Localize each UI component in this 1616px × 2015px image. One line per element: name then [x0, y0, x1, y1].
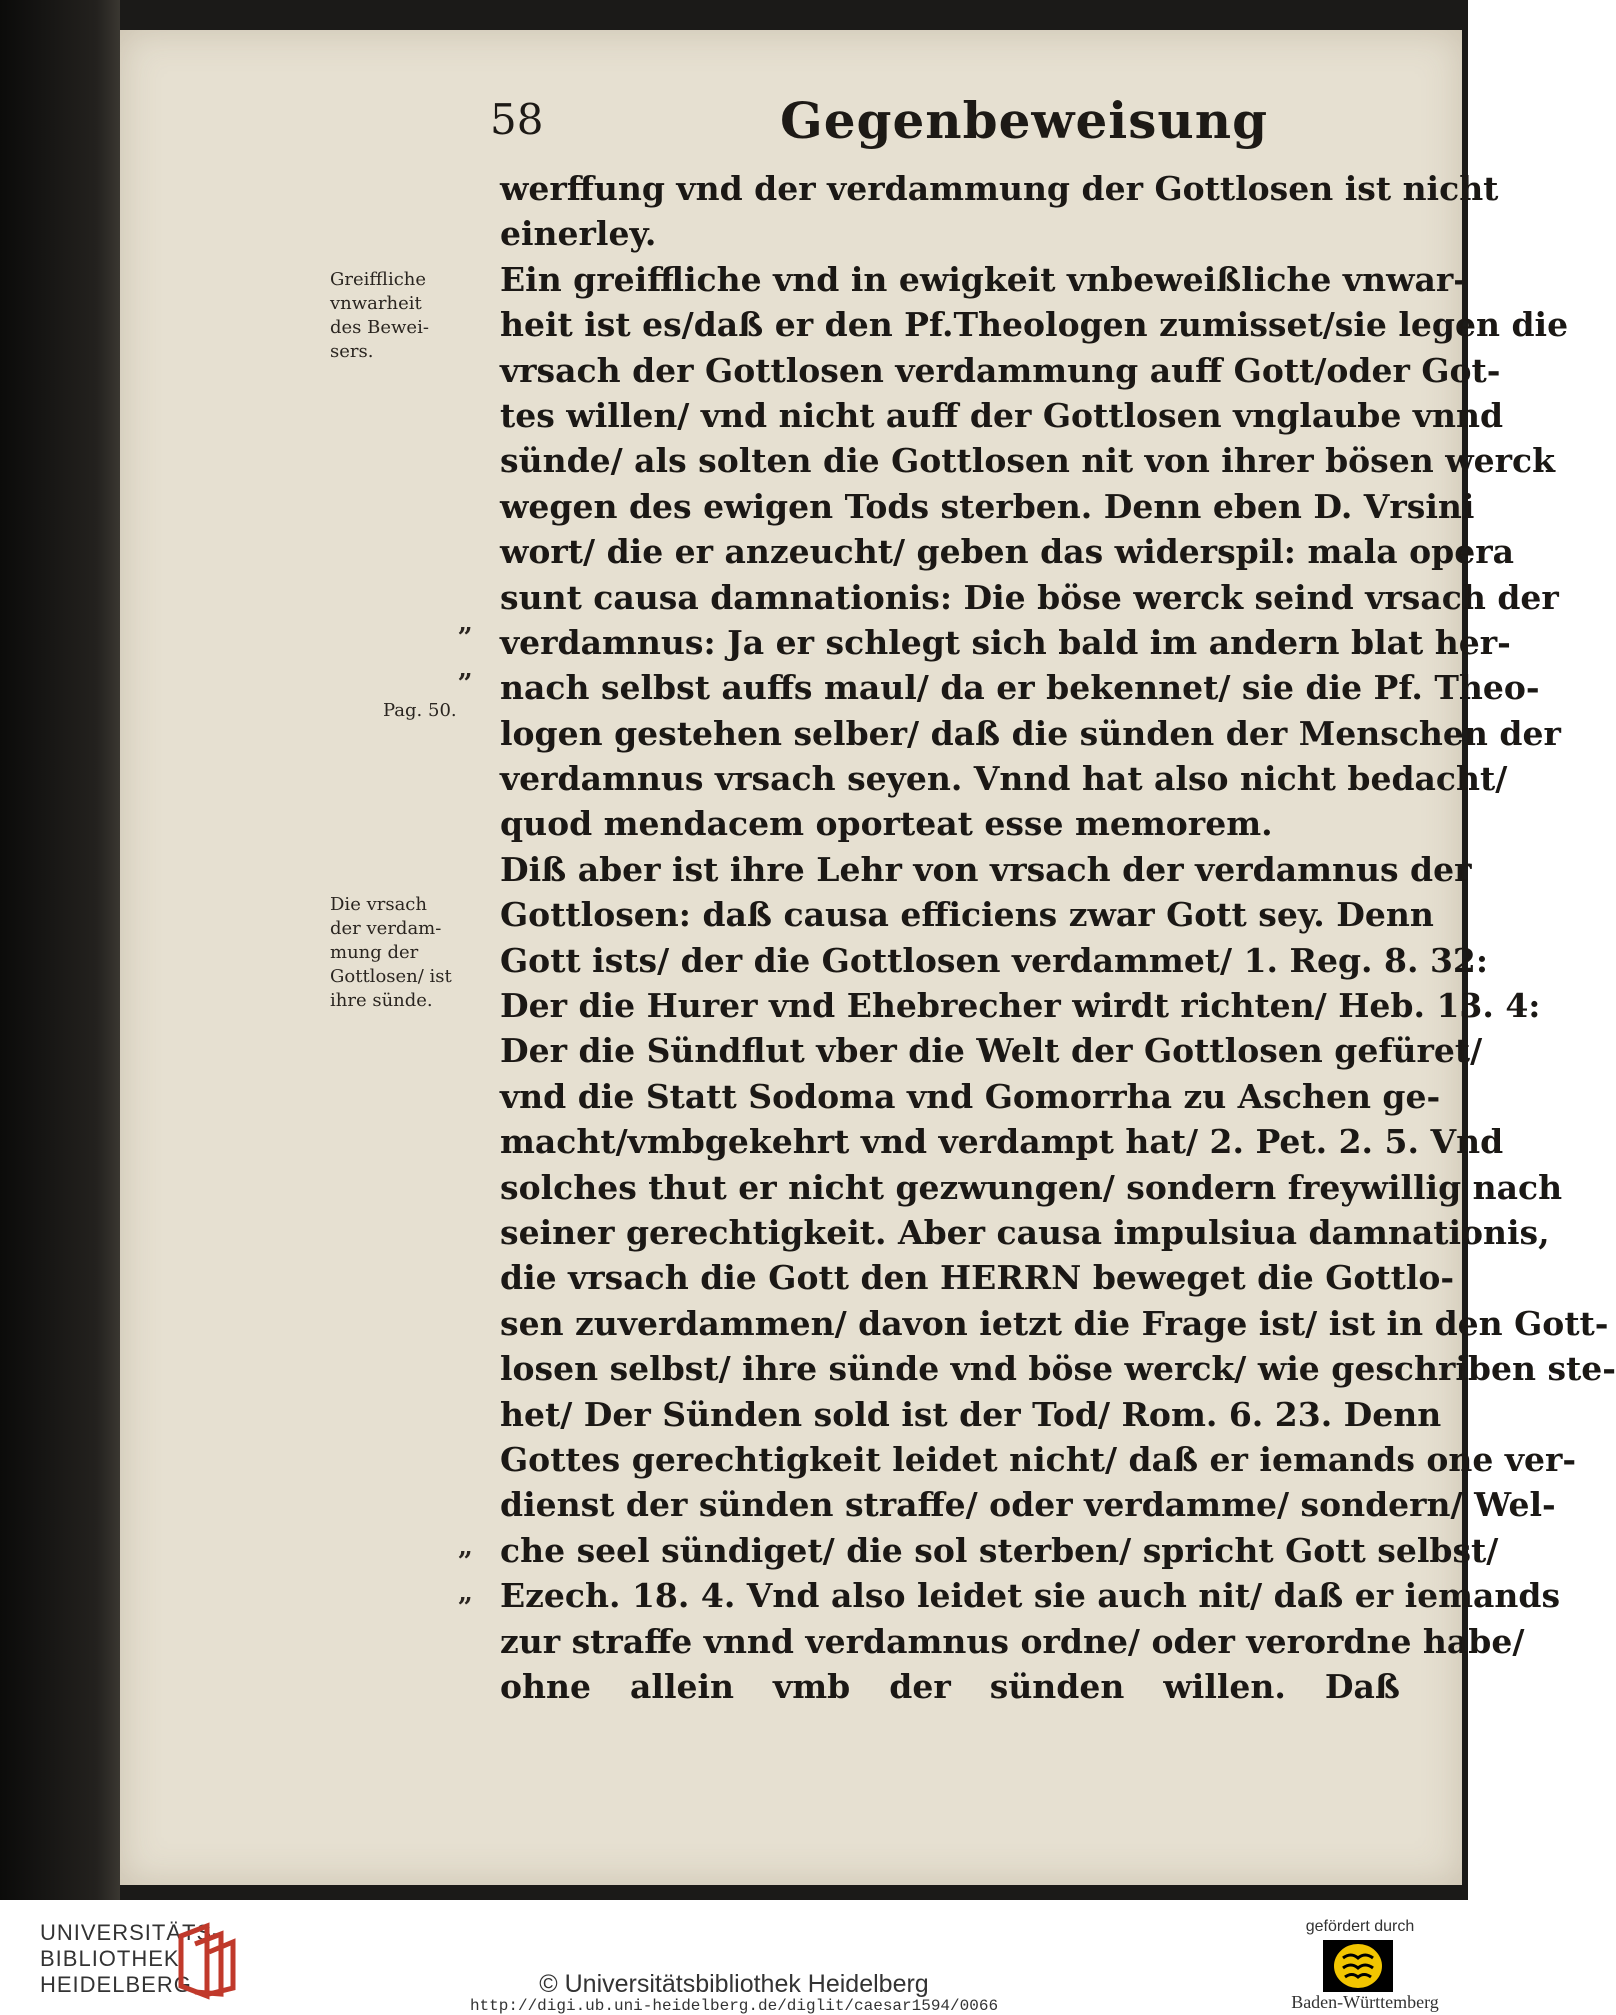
margin-note-greiffliche	[330, 268, 480, 364]
text-line: dienst der sünden straffe/ oder verdamme/ sondern/ Wel-	[500, 1485, 1556, 1525]
text-line: logen gestehen selber/ daß die sünden der Menschen der	[500, 713, 1561, 753]
page-header	[370, 91, 1400, 165]
copyright-notice: © Universitätsbibliothek Heidelberg	[539, 1970, 929, 1998]
text-line: heit ist es/daß er den Pf.Theologen zumisset/sie legen die	[500, 305, 1569, 345]
margin-note-line: der verdam-	[330, 918, 442, 939]
margin-page-reference: Pag. 50.	[383, 700, 457, 721]
text-line: verdamnus: Ja er schlegt sich bald im andern blat her-	[500, 622, 1511, 662]
page-number: 58	[490, 95, 544, 144]
text-line: losen selbst/ ihre sünde vnd böse werck/ wie geschriben ste-	[500, 1349, 1616, 1389]
text-line: solches thut er nicht gezwungen/ sondern freywillig nach	[500, 1167, 1563, 1207]
funding-label: gefördert durch	[1305, 1918, 1415, 1935]
text-line: Ezech. 18. 4. Vnd also leidet sie auch nit/ daß er iemands	[500, 1576, 1561, 1616]
running-title: Gegenbeweisung	[780, 91, 1269, 150]
text-line: Gottes gerechtigkeit leidet nicht/ daß er iemands one ver-	[500, 1439, 1577, 1479]
viewer-footer	[0, 1900, 1468, 2015]
marginal-quote-mark: „	[458, 1532, 473, 1562]
text-line: vrsach der Gottlosen verdammung auff Gott/oder Got-	[500, 350, 1501, 390]
margin-note-line: ihre sünde.	[330, 990, 433, 1011]
text-line: nach selbst auffs maul/ da er bekennet/ sie die Pf. Theo-	[500, 668, 1540, 708]
text-line: verdamnus vrsach seyen. Vnnd hat also nicht bedacht/	[500, 759, 1508, 799]
permalink-url[interactable]: http://digi.ub.uni-heidelberg.de/diglit/caesar1594/0066	[469, 1997, 999, 2015]
library-logo-line: BIBLIOTHEK	[40, 1946, 180, 1971]
text-line: Ein greiffliche vnd in ewigkeit vnbeweißliche vnwar-	[500, 259, 1467, 299]
text-line: Der die Hurer vnd Ehebrecher wirdt richten/ Heb. 13. 4:	[500, 986, 1541, 1026]
text-line: ohne allein vmb der sünden willen. Daß	[500, 1666, 1400, 1706]
text-line: vnd die Statt Sodoma vnd Gomorrha zu Aschen ge-	[500, 1076, 1441, 1116]
text-line: quod mendacem oporteat esse memorem.	[500, 804, 1273, 844]
text-line: wort/ die er anzeucht/ geben das widerspil: mala opera	[500, 532, 1515, 572]
text-line: tes willen/ vnd nicht auff der Gottlosen vnglaube vnnd	[500, 395, 1504, 435]
marginal-quote-mark: „	[458, 654, 473, 684]
text-line: Diß aber ist ihre Lehr von vrsach der verdamnus der	[500, 849, 1472, 889]
text-line: wegen des ewigen Tods sterben. Denn eben D. Vrsini	[500, 486, 1475, 526]
text-line: werffung vnd der verdammung der Gottlosen ist nicht	[500, 169, 1499, 208]
text-line: het/ Der Sünden sold ist der Tod/ Rom. 6. 23. Denn	[500, 1394, 1442, 1434]
margin-note-line: Gottlosen/ ist	[330, 966, 452, 987]
book-edge	[0, 0, 120, 1900]
text-line: sen zuverdammen/ davon ietzt die Frage ist/ ist in den Gott-	[500, 1303, 1609, 1343]
text-line: che seel sündiget/ die sol sterben/ spricht Gott selbst/	[500, 1530, 1499, 1570]
funding-state-name: Baden-Württemberg	[1291, 1992, 1439, 2012]
margin-note-line: des Bewei-	[330, 317, 429, 338]
library-logo-line: HEIDELBERG	[40, 1972, 192, 1997]
marginal-quote-mark: „	[458, 1578, 473, 1608]
margin-note-line: sers.	[330, 341, 374, 362]
margin-note-line: vnwarheit	[330, 293, 422, 314]
text-line: Der die Sündflut vber die Welt der Gottlosen gefüret/	[500, 1031, 1483, 1071]
text-line: macht/vmbgekehrt vnd verdampt hat/ 2. Pet. 2. 5. Vnd	[500, 1122, 1504, 1162]
text-line: Gottlosen: daß causa efficiens zwar Gott sey. Denn	[500, 895, 1434, 935]
state-coat-of-arms-icon[interactable]	[1323, 1940, 1393, 1992]
text-line: zur straffe vnnd verdamnus ordne/ oder verordne habe/	[500, 1621, 1525, 1661]
text-line: einerley.	[500, 214, 657, 254]
marginal-quote-mark: „	[458, 608, 473, 638]
text-line: die vrsach die Gott den HERRN beweget die Gottlo-	[500, 1258, 1455, 1298]
margin-note-line: mung der	[330, 942, 419, 963]
body-text	[500, 166, 1616, 1709]
text-line: sunt causa damnationis: Die böse werck seind vrsach der	[500, 577, 1559, 617]
text-line: sünde/ als solten die Gottlosen nit von ihrer bösen werck	[500, 441, 1555, 481]
margin-note-line: Die vrsach	[330, 894, 427, 915]
text-line: seiner gerechtigkeit. Aber causa impulsiua damnationis,	[500, 1212, 1550, 1252]
text-line: Gott ists/ der die Gottlosen verdammet/ 1. Reg. 8. 32:	[500, 940, 1489, 980]
margin-note-vrsach	[330, 893, 480, 1013]
margin-note-line: Greiffliche	[330, 269, 427, 290]
library-logo-line: UNIVERSITÄTS-	[40, 1920, 221, 1945]
